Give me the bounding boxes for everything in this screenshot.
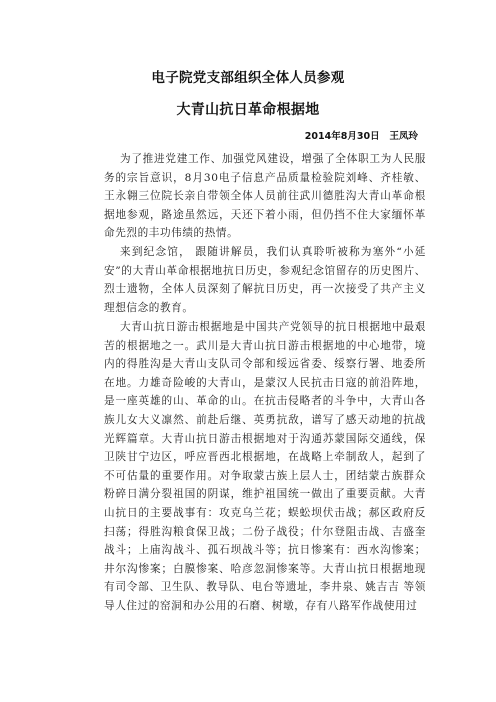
document-dateline-author: 2014年8月30日 王凤玲 — [304, 131, 418, 142]
paragraph-intro — [104, 150, 426, 243]
paragraph-base-history — [104, 318, 426, 616]
paragraph-text: 来到纪念馆， 跟随讲解员，我们认真聆听被称为塞外“小延安”的大青山革命根据地抗日历史，参观纪念馆留存的历史图片、烈士遗物，全体人员深刻了解抗日历史，再一次接受了共产主义理想信念的教育。 — [104, 246, 426, 314]
document-title-line2: 大青山抗日革命根据地 — [176, 102, 320, 118]
paragraph-text: 为了推进党建工作、加强党风建设，增强了全体职工为人民服务的宗旨意识，8月30电子信息产品质量检验院刘峰、齐桂敏、王永翱三位院长亲自带领全体人员前往武川德胜沟大青山革命根据地参观，路途虽然远，天还下着小雨，但仍挡不住大家缅怀革命先烈的丰功伟绩的热情。 — [104, 153, 426, 240]
paragraph-memorial-visit — [104, 243, 426, 317]
document-title-line1: 电子院党支部组织全体人员参观 — [151, 70, 345, 86]
paragraph-text: 大青山抗日游击根据地是中国共产党领导的抗日根据地中最艰苦的根据地之一。武川是大青山抗日游击根据地的中心地带，境内的得胜沟是大青山支队司令部和绥远省委、绥察行署、地委所在地。力雄奇险峻的大青山，是蒙汉人民抗击日寇的前沿阵地，是一座英雄的山、革命的山。在抗击侵略者的斗争中，大青山各族儿女大义凛然、前赴后继、英勇抗敌，谱写了感天动地的抗战光辉篇章。大青山抗日游击根据地对于沟通苏蒙国际交通线，保卫陕甘宁边区，呼应晋西北根据地，在战略上牵制敌人，起到了不可估量的重要作用。对争取蒙古族上层人士，团结蒙古族群众粉碎日满分裂祖国的阴谋，维护祖国统一做出了重要贡献。大青山抗日的主要战事有：攻克乌兰花；蜈蚣坝伏击战；郝区政府反扫荡；得胜沟粮食保卫战；二份子战役；什尔登阻击战、吉盛奎战斗；上庙沟战斗、孤石坝战斗等；抗日惨案有：西水沟惨案；井尔沟惨案；白膜惨案、哈彦忽洞惨案等。大青山抗日根据地现有司令部、卫生队、教导队、电台等遗址，李井泉、姚吉吉 等领导人住过的窑洞和办公用的石磨、树墩，存有八路军作战使用过 — [104, 321, 426, 612]
